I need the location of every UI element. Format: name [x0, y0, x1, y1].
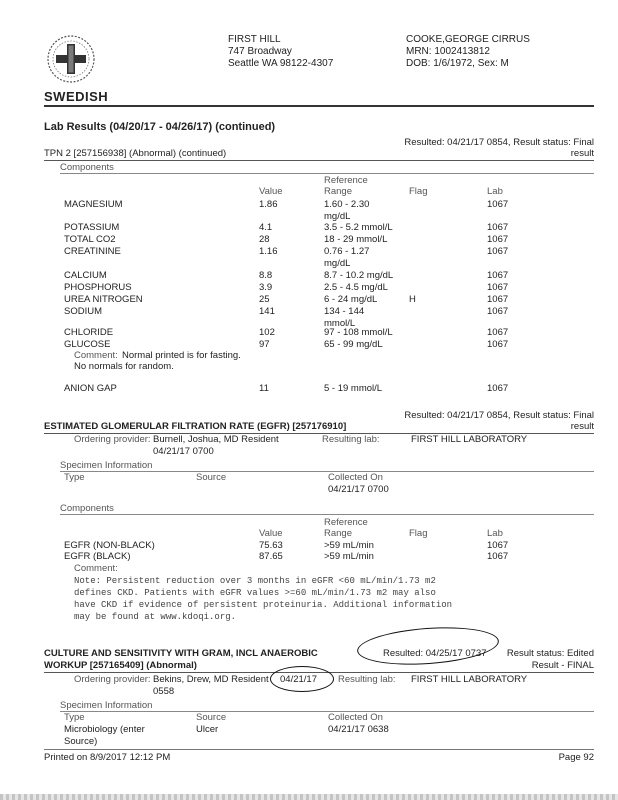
page-number: Page 92 [558, 752, 594, 763]
egfr-col-ref1: Reference [324, 517, 368, 528]
glucose-comment-line2: No normals for random. [74, 361, 174, 372]
tpn-row-lab: 1067 [487, 222, 509, 233]
glucose-comment-label: Comment: [74, 350, 118, 361]
facility-city: Seattle WA 98122-4307 [228, 58, 334, 69]
glucose-comment-line1: Normal printed is for fasting. [122, 350, 241, 361]
printed-on: Printed on 8/9/2017 12:12 PM [44, 752, 171, 763]
egfr-spec-collected: Collected On [328, 472, 383, 483]
tpn-row-name: PHOSPHORUS [64, 282, 132, 293]
egfr-resulted: Resulted: 04/21/17 0854, Result status: Final [404, 410, 594, 421]
tpn-row-value: 1.86 [259, 199, 278, 210]
tpn-row-value: 141 [259, 306, 275, 317]
tpn-row-range: 18 - 29 mmol/L [324, 234, 388, 245]
tpn-row-lab: 1067 [487, 327, 509, 338]
egfr-row-range: >59 mL/min [324, 540, 374, 551]
tpn-row-name: UREA NITROGEN [64, 294, 143, 305]
tpn-row-range: 6 - 24 mg/dL [324, 294, 378, 305]
culture-specimen-rule [60, 711, 594, 712]
tpn-title: TPN 2 [257156938] (Abnormal) (continued) [44, 148, 227, 159]
tpn-row-lab: 1067 [487, 246, 509, 257]
footer-rule [44, 749, 594, 750]
egfr-note-line: defines CKD. Patients with eGFR values >=60 mL/min/1.73 m2 may also [74, 588, 436, 598]
swedish-logo-icon [46, 34, 96, 84]
egfr-row-lab: 1067 [487, 540, 509, 551]
culture-status-final: Result - FINAL [531, 660, 594, 671]
tpn-title-rule [44, 160, 594, 161]
tpn-row-lab: 1067 [487, 306, 509, 317]
egfr-note-line: Note: Persistent reduction over 3 months in eGFR <60 mL/min/1.73 m2 [74, 576, 436, 586]
egfr-resulted-cont: result [570, 421, 594, 432]
egfr-ordering-date: 04/21/17 0700 [153, 446, 214, 457]
tpn-row-lab: 1067 [487, 199, 509, 210]
egfr-resulting-label: Resulting lab: [322, 434, 380, 445]
tpn-row-name: POTASSIUM [64, 222, 120, 233]
tpn-row-range: 3.5 - 5.2 mmol/L [324, 222, 393, 233]
tpn-col-lab: Lab [487, 186, 503, 197]
tpn-row-range: 65 - 99 mg/dL [324, 339, 383, 350]
culture-spec-collected: Collected On [328, 712, 383, 723]
header-divider [44, 105, 594, 107]
tpn-row-lab: 1067 [487, 383, 509, 394]
tpn-row-flag: H [409, 294, 416, 305]
tpn-row-value: 97 [259, 339, 270, 350]
tpn-row-value: 28 [259, 234, 270, 245]
egfr-specimen-label: Specimen Information [60, 460, 153, 471]
tpn-row-value: 8.8 [259, 270, 273, 281]
tpn-components-label: Components [60, 162, 114, 173]
tpn-col-ref2: Range [324, 186, 352, 197]
tpn-row-value: 4.1 [259, 222, 273, 233]
egfr-ordering-label: Ordering provider: [74, 434, 151, 445]
egfr-components-rule [60, 514, 594, 515]
tpn-col-ref1: Reference [324, 175, 368, 186]
brand-name: SWEDISH [44, 89, 109, 104]
culture-type-value-cont: Source) [64, 736, 98, 747]
tpn-row-name: SODIUM [64, 306, 102, 317]
tpn-row-range-unit: mg/dL [324, 211, 351, 222]
tpn-row-range-unit: mg/dL [324, 258, 351, 269]
egfr-row-lab: 1067 [487, 551, 509, 562]
egfr-spec-source: Source [196, 472, 227, 483]
egfr-spec-type: Type [64, 472, 85, 483]
egfr-row-range: >59 mL/min [324, 551, 374, 562]
tpn-col-flag: Flag [409, 186, 428, 197]
egfr-col-lab: Lab [487, 528, 503, 539]
culture-collected-value: 04/21/17 0638 [328, 724, 389, 735]
tpn-row-name: TOTAL CO2 [64, 234, 116, 245]
tpn-row-name: CHLORIDE [64, 327, 114, 338]
tpn-row-lab: 1067 [487, 294, 509, 305]
culture-resulting-label: Resulting lab: [338, 674, 396, 685]
tpn-row-range: 97 - 108 mmol/L [324, 327, 393, 338]
egfr-row-name: EGFR (NON-BLACK) [64, 540, 155, 551]
handwritten-circle-date [270, 666, 334, 692]
tpn-row-name: ANION GAP [64, 383, 117, 394]
tpn-row-range: 134 - 144 [324, 306, 365, 317]
tpn-row-range: 5 - 19 mmol/L [324, 383, 383, 394]
tpn-components-rule [60, 173, 594, 174]
egfr-spec-collected-value: 04/21/17 0700 [328, 484, 389, 495]
culture-title-line2: WORKUP [257165409] (Abnormal) [44, 660, 197, 671]
culture-ordering-label: Ordering provider: [74, 674, 151, 685]
tpn-row-value: 102 [259, 327, 275, 338]
page-title: Lab Results (04/20/17 - 04/26/17) (continued) [44, 121, 276, 133]
culture-spec-type: Type [64, 712, 85, 723]
scan-edge [0, 794, 618, 800]
culture-ordering-provider: Bekins, Drew, MD Resident [153, 674, 269, 685]
tpn-row-name: CREATININE [64, 246, 121, 257]
egfr-row-name: EGFR (BLACK) [64, 551, 131, 562]
tpn-row-lab: 1067 [487, 270, 509, 281]
culture-ordering-time: 0558 [153, 686, 175, 697]
tpn-row-range: 2.5 - 4.5 mg/dL [324, 282, 388, 293]
egfr-components-label: Components [60, 503, 114, 514]
egfr-specimen-rule [60, 471, 594, 472]
egfr-note-line: have CKD if evidence of persistent proteinuria. Additional information [74, 600, 453, 610]
tpn-row-value: 1.16 [259, 246, 278, 257]
egfr-col-ref2: Range [324, 528, 352, 539]
patient-name: COOKE,GEORGE CIRRUS [406, 34, 530, 45]
egfr-ordering-provider: Burnell, Joshua, MD Resident [153, 434, 279, 445]
culture-resulted: Resulted: 04/25/17 0737 [383, 648, 487, 659]
culture-ordering-date: 04/21/17 [280, 674, 317, 685]
egfr-col-flag: Flag [409, 528, 428, 539]
tpn-row-lab: 1067 [487, 234, 509, 245]
handwritten-circle-resulted [356, 623, 500, 669]
tpn-row-value: 11 [259, 383, 269, 394]
facility-name: FIRST HILL [228, 34, 281, 45]
tpn-row-lab: 1067 [487, 282, 509, 293]
tpn-col-value: Value [259, 186, 283, 197]
culture-source-value: Ulcer [196, 724, 219, 735]
tpn-resulted-cont: result [570, 148, 594, 159]
tpn-row-lab: 1067 [487, 339, 509, 350]
facility-street: 747 Broadway [228, 46, 292, 57]
tpn-row-range-unit: mmol/L [324, 318, 356, 329]
tpn-row-value: 25 [259, 294, 270, 305]
tpn-row-range: 8.7 - 10.2 mg/dL [324, 270, 394, 281]
culture-resulting-lab: FIRST HILL LABORATORY [411, 674, 528, 685]
tpn-row-range: 0.76 - 1.27 [324, 246, 370, 257]
culture-type-value: Microbiology (enter [64, 724, 145, 735]
tpn-row-name: MAGNESIUM [64, 199, 123, 210]
egfr-title: ESTIMATED GLOMERULAR FILTRATION RATE (EGFR) [257176910] [44, 421, 347, 432]
culture-title-line1: CULTURE AND SENSITIVITY WITH GRAM, INCL ANAEROBIC [44, 648, 318, 659]
culture-specimen-label: Specimen Information [60, 700, 153, 711]
patient-mrn: MRN: 1002413812 [406, 46, 490, 57]
egfr-note-line: may be found at www.kdoqi.org. [74, 612, 237, 622]
tpn-row-range: 1.60 - 2.30 [324, 199, 370, 210]
patient-dob: DOB: 1/6/1972, Sex: M [406, 58, 509, 69]
egfr-comment-label: Comment: [74, 563, 118, 574]
egfr-row-value: 75.63 [259, 540, 283, 551]
culture-spec-source: Source [196, 712, 227, 723]
egfr-row-value: 87.65 [259, 551, 283, 562]
egfr-resulting-lab: FIRST HILL LABORATORY [411, 434, 528, 445]
tpn-row-name: GLUCOSE [64, 339, 111, 350]
tpn-row-value: 3.9 [259, 282, 273, 293]
egfr-col-value: Value [259, 528, 283, 539]
culture-status: Result status: Edited [506, 648, 594, 659]
tpn-row-name: CALCIUM [64, 270, 107, 281]
tpn-resulted: Resulted: 04/21/17 0854, Result status: Final [404, 137, 594, 148]
